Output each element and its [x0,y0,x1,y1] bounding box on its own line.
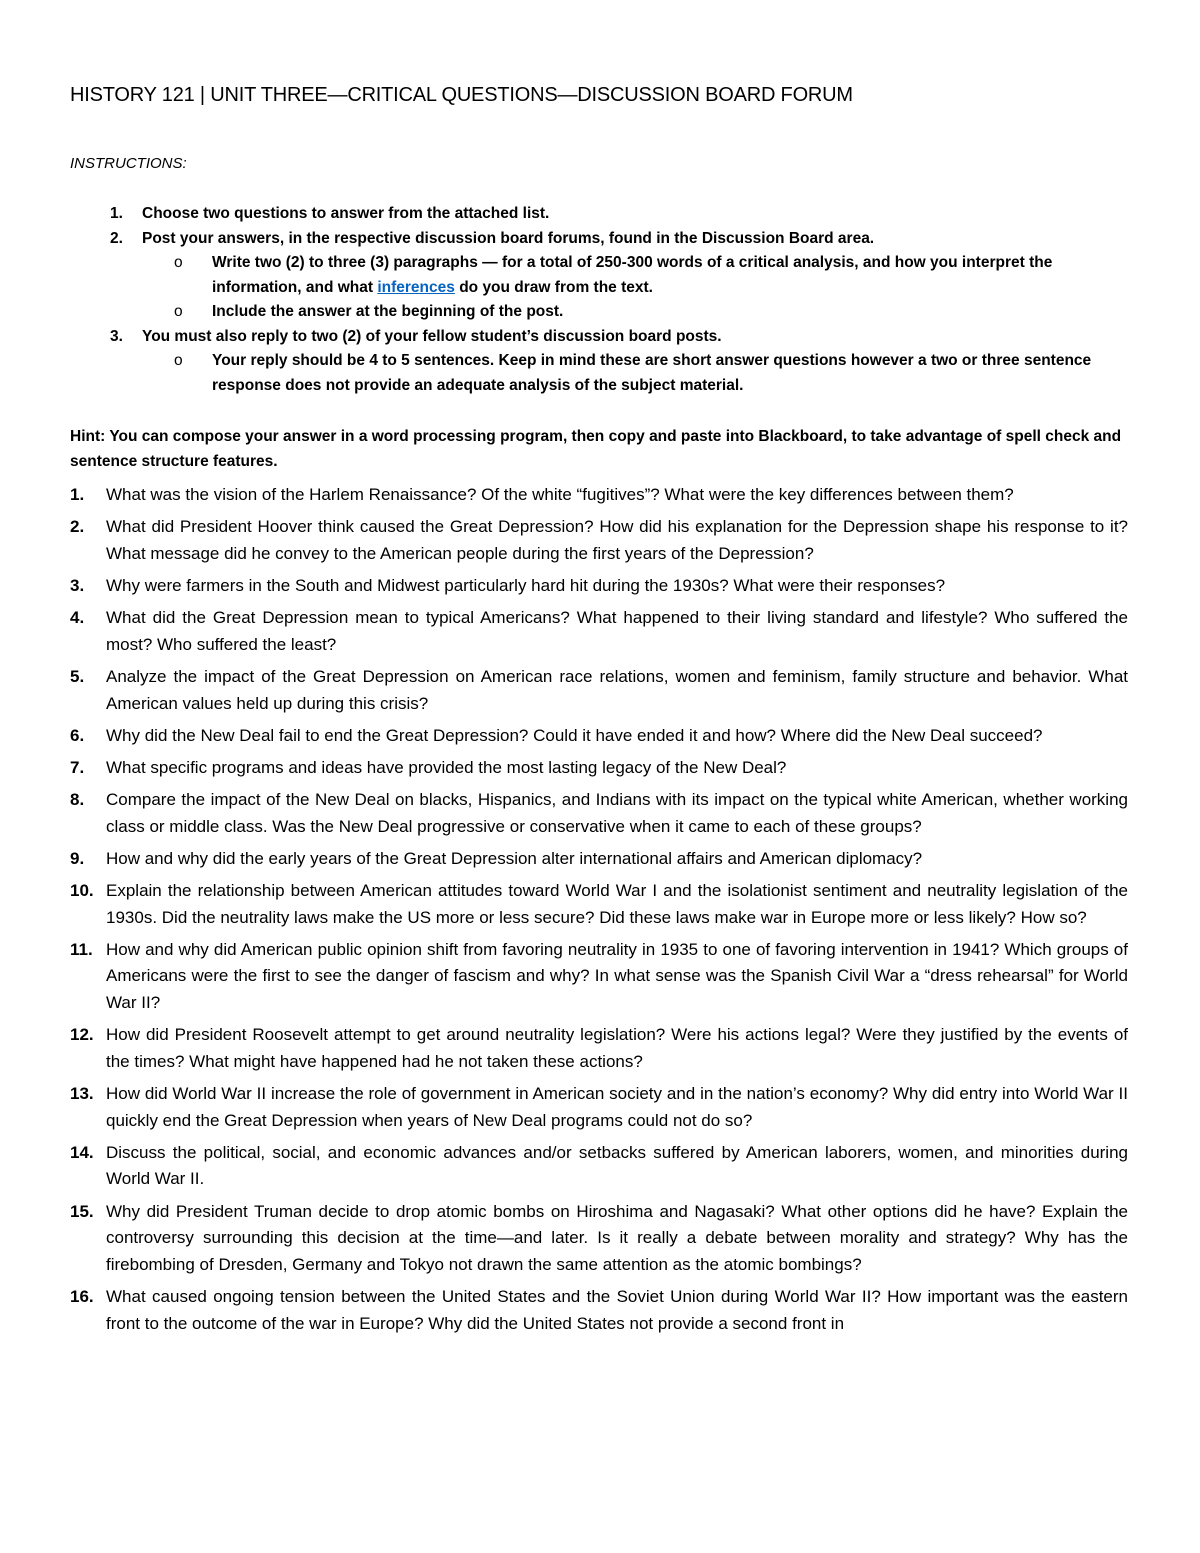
question-text: What did President Hoover think caused the Great Depression? How did his explanation for the Depression shape his response to it? What message did he convey to the American people during the first years of the Depression? [106,517,1128,563]
instructions-list [70,202,1140,398]
subitem-text-after: do you draw from the text. [454,278,653,296]
question-text: What was the vision of the Harlem Renaissance? Of the white “fugitives”? What were the key differences between them? [106,485,1014,504]
question-item [70,1199,1128,1279]
question-text: Why did the New Deal fail to end the Great Depression? Could it have ended it and how? Where did the New Deal succeed? [106,725,1043,745]
bullet-marker: o [174,303,183,320]
question-text: Analyze the impact of the Great Depression on American race relations, women and feminism, family structure and behavior. What American values held up during this crisis? [106,666,1128,713]
question-number: 8. [70,790,85,810]
question-text: What did the Great Depression mean to typical Americans? What happened to their living standard and lifestyle? Who suffered the most? Who suffered the least? [106,608,1128,654]
question-text: What caused ongoing tension between the United States and the Soviet Union during World War II? How important was the eastern front to the outcome of the war in Europe? Why did the United States not provide a second front in [106,1286,1128,1333]
question-text: Explain the relationship between American attitudes toward World War I and the isolationist sentiment and neutrality legislation of the 1930s. Did the neutrality laws make the US more or less secure? Did these laws make war in Europe more or less likely? How so? [106,881,1128,927]
question-number: 1. [70,485,85,504]
question-text: How did World War II increase the role of government in American society and in the nation’s economy? Why did entry into World War II quickly end the Great Depression when years of New Deal programs could not do so? [106,1084,1128,1130]
instruction-number: 1. [110,205,123,222]
instructions-heading: INSTRUCTIONS: [70,155,187,172]
question-item [70,482,1128,509]
question-text: What specific programs and ideas have provided the most lasting legacy of the New Deal? [106,757,787,777]
instruction-number: 3. [110,327,123,345]
bullet-marker: o [174,352,183,369]
instruction-text: Post your answers, in the respective discussion board forums, found in the Discussion Board area. [142,229,875,247]
question-item [70,755,1128,782]
instruction-subitem [70,349,1140,398]
question-number: 16. [70,1286,94,1306]
question-number: 7. [70,757,85,777]
question-number: 11. [70,939,93,959]
hint-text: Hint: You can compose your answer in a word processing program, then copy and paste into Blackboard, to take advantage of spell check and sentence structure features. [70,428,1122,470]
question-number: 9. [70,848,85,868]
question-item [70,846,1128,873]
instruction-item [70,202,1140,227]
instruction-subitem [70,251,1140,300]
question-number: 14. [70,1142,94,1162]
instruction-item [70,227,1140,252]
instruction-text: You must also reply to two (2) of your fellow student’s discussion board posts. [142,327,722,345]
question-item [70,937,1128,1017]
question-number: 12. [70,1025,94,1045]
question-item [70,664,1128,717]
question-item [70,573,1128,600]
question-number: 4. [70,608,85,628]
question-item [70,514,1128,567]
question-text: How and why did the early years of the Great Depression alter international affairs and American diplomacy? [106,848,923,868]
instruction-item [70,325,1140,350]
inferences-link[interactable]: inferences [377,278,455,296]
question-text: Why were farmers in the South and Midwest particularly hard hit during the 1930s? What were their responses? [106,575,946,595]
question-text: Discuss the political, social, and economic advances and/or setbacks suffered by American laborers, women, and minorities during World War II. [106,1142,1128,1189]
question-item [70,1284,1128,1337]
question-item [70,723,1128,750]
subitem-text-before: Write two (2) to three (3) paragraphs — for a total of 250-300 words of a critical analysis, and how you interpret the information, and what [212,254,1053,296]
question-text: Why did President Truman decide to drop atomic bombs on Hiroshima and Nagasaki? What other options did he have? Explain the controversy surrounding this decision at the time—and later. Is it really a debate between morality and strategy? Why has the firebombing of Dresden, Germany and Tokyo not drawn the same attention as the atomic bombings? [106,1201,1128,1274]
question-number: 15. [70,1201,94,1221]
question-item [70,878,1128,931]
subitem-text: Your reply should be 4 to 5 sentences. Keep in mind these are short answer questions however a two or three sentence response does not provide an adequate analysis of the subject material. [212,352,1092,394]
subitem-text: Include the answer at the beginning of the post. [212,303,564,320]
question-number: 2. [70,517,85,537]
question-number: 5. [70,666,85,686]
question-text: Compare the impact of the New Deal on blacks, Hispanics, and Indians with its impact on the typical white American, whether working class or middle class. Was the New Deal progressive or conservative when it came to each of these groups? [106,790,1128,836]
question-item [70,1081,1128,1134]
question-text: How did President Roosevelt attempt to get around neutrality legislation? Were his actions legal? Were they justified by the events of the times? What might have happened had he not taken these actions? [106,1025,1128,1071]
question-number: 3. [70,575,85,595]
question-item [70,787,1128,840]
question-item [70,1140,1128,1193]
instruction-number: 2. [110,229,123,247]
page-title: HISTORY 121 | UNIT THREE—CRITICAL QUESTIONS—DISCUSSION BOARD FORUM [70,84,853,106]
question-text: How and why did American public opinion shift from favoring neutrality in 1935 to one of favoring intervention in 1941? Which groups of Americans were the first to see the danger of fascism and why? In what sense was the Spanish Civil War a “dress rehearsal” for World War II? [106,939,1128,1013]
instruction-subitem [70,300,1140,325]
question-item [70,605,1128,658]
bullet-marker: o [174,254,183,271]
question-number: 10. [70,881,94,901]
question-number: 6. [70,725,85,745]
question-number: 13. [70,1084,94,1103]
instruction-text: Choose two questions to answer from the attached list. [142,205,550,222]
question-list [70,482,1128,1343]
question-item [70,1022,1128,1075]
